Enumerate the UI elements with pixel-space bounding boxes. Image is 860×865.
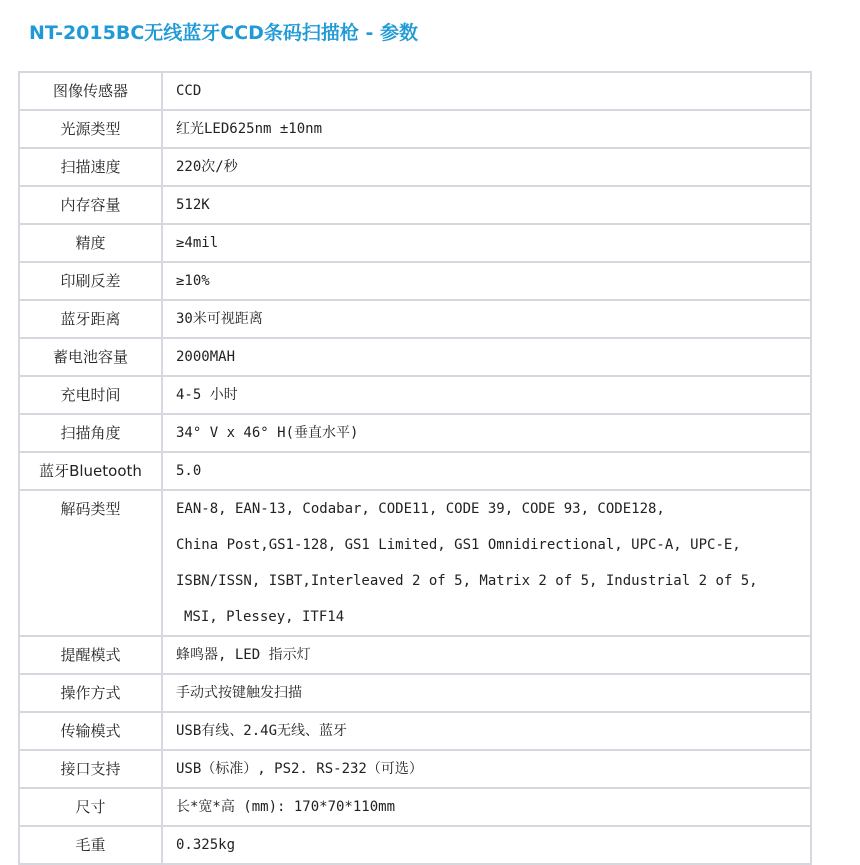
spec-value-line: 手动式按键触发扫描 xyxy=(176,685,302,701)
spec-value-line: 512K xyxy=(176,197,210,213)
spec-label: 接口支持 xyxy=(19,750,162,788)
spec-row xyxy=(19,376,811,414)
spec-row xyxy=(19,72,811,110)
spec-value xyxy=(162,186,811,224)
spec-value-line: 2000MAH xyxy=(176,349,236,365)
spec-label: 蓄电池容量 xyxy=(19,338,162,376)
spec-row xyxy=(19,224,811,262)
spec-value-line: ≥10% xyxy=(176,273,210,289)
spec-value xyxy=(162,262,811,300)
spec-value-line: EAN-8, EAN-13, Codabar, CODE11, CODE 39, CODE 93, CODE128, xyxy=(176,501,665,517)
spec-value xyxy=(162,452,811,490)
spec-value-line: ISBN/ISSN, ISBT,Interleaved 2 of 5, Matrix 2 of 5, Industrial 2 of 5, xyxy=(176,573,758,589)
spec-label: 光源类型 xyxy=(19,110,162,148)
spec-value-line: MSI, Plessey, ITF14 xyxy=(184,609,345,625)
spec-value-line: 220次/秒 xyxy=(176,159,238,175)
spec-table-body xyxy=(19,72,811,864)
spec-label: 充电时间 xyxy=(19,376,162,414)
spec-value xyxy=(162,750,811,788)
spec-value xyxy=(162,826,811,864)
spec-value xyxy=(162,490,811,636)
spec-label: 蓝牙Bluetooth xyxy=(19,452,162,490)
spec-row xyxy=(19,788,811,826)
spec-row xyxy=(19,300,811,338)
page-title: NT-2015BC无线蓝牙CCD条码扫描枪 - 参数 xyxy=(29,22,419,44)
spec-value-line: 0.325kg xyxy=(176,837,236,853)
spec-value-line: 34° V x 46° H(垂直水平) xyxy=(176,425,359,441)
spec-value-line: 5.0 xyxy=(176,463,202,479)
spec-value xyxy=(162,300,811,338)
spec-value-line: ≥4mil xyxy=(176,235,219,251)
spec-value xyxy=(162,338,811,376)
spec-value xyxy=(162,636,811,674)
spec-label: 印刷反差 xyxy=(19,262,162,300)
spec-row xyxy=(19,490,811,636)
spec-value xyxy=(162,224,811,262)
spec-value-line: 30米可视距离 xyxy=(176,311,263,327)
spec-value xyxy=(162,148,811,186)
spec-value xyxy=(162,110,811,148)
spec-row xyxy=(19,110,811,148)
spec-row xyxy=(19,826,811,864)
spec-label: 图像传感器 xyxy=(19,72,162,110)
spec-row xyxy=(19,338,811,376)
spec-label: 毛重 xyxy=(19,826,162,864)
spec-row xyxy=(19,414,811,452)
spec-label: 解码类型 xyxy=(19,490,162,636)
spec-value xyxy=(162,674,811,712)
spec-value-line: USB有线、2.4G无线、蓝牙 xyxy=(176,723,348,739)
spec-value xyxy=(162,414,811,452)
spec-label: 蓝牙距离 xyxy=(19,300,162,338)
spec-value-line: 4-5 小时 xyxy=(176,387,238,403)
spec-label: 传输模式 xyxy=(19,712,162,750)
spec-row xyxy=(19,636,811,674)
spec-value xyxy=(162,712,811,750)
spec-label: 扫描速度 xyxy=(19,148,162,186)
spec-row xyxy=(19,186,811,224)
spec-row xyxy=(19,750,811,788)
spec-value-line: China Post,GS1-128, GS1 Limited, GS1 Omnidirectional, UPC-A, UPC-E, xyxy=(176,537,741,553)
spec-value xyxy=(162,788,811,826)
spec-value xyxy=(162,72,811,110)
spec-value-line: 长*宽*高 (mm): 170*70*110mm xyxy=(176,799,396,815)
spec-label: 扫描角度 xyxy=(19,414,162,452)
spec-label: 尺寸 xyxy=(19,788,162,826)
spec-row xyxy=(19,674,811,712)
spec-label: 内存容量 xyxy=(19,186,162,224)
spec-value-line: CCD xyxy=(176,83,202,99)
spec-value-line: 蜂鸣器, LED 指示灯 xyxy=(176,647,311,663)
spec-label: 提醒模式 xyxy=(19,636,162,674)
spec-row xyxy=(19,148,811,186)
spec-row xyxy=(19,262,811,300)
spec-value-line: 红光LED625nm ±10nm xyxy=(176,121,323,137)
spec-value-line: USB（标准）, PS2. RS-232（可选） xyxy=(176,761,423,777)
spec-value xyxy=(162,376,811,414)
spec-label: 精度 xyxy=(19,224,162,262)
spec-table xyxy=(18,71,812,865)
spec-label: 操作方式 xyxy=(19,674,162,712)
spec-row xyxy=(19,712,811,750)
spec-row xyxy=(19,452,811,490)
